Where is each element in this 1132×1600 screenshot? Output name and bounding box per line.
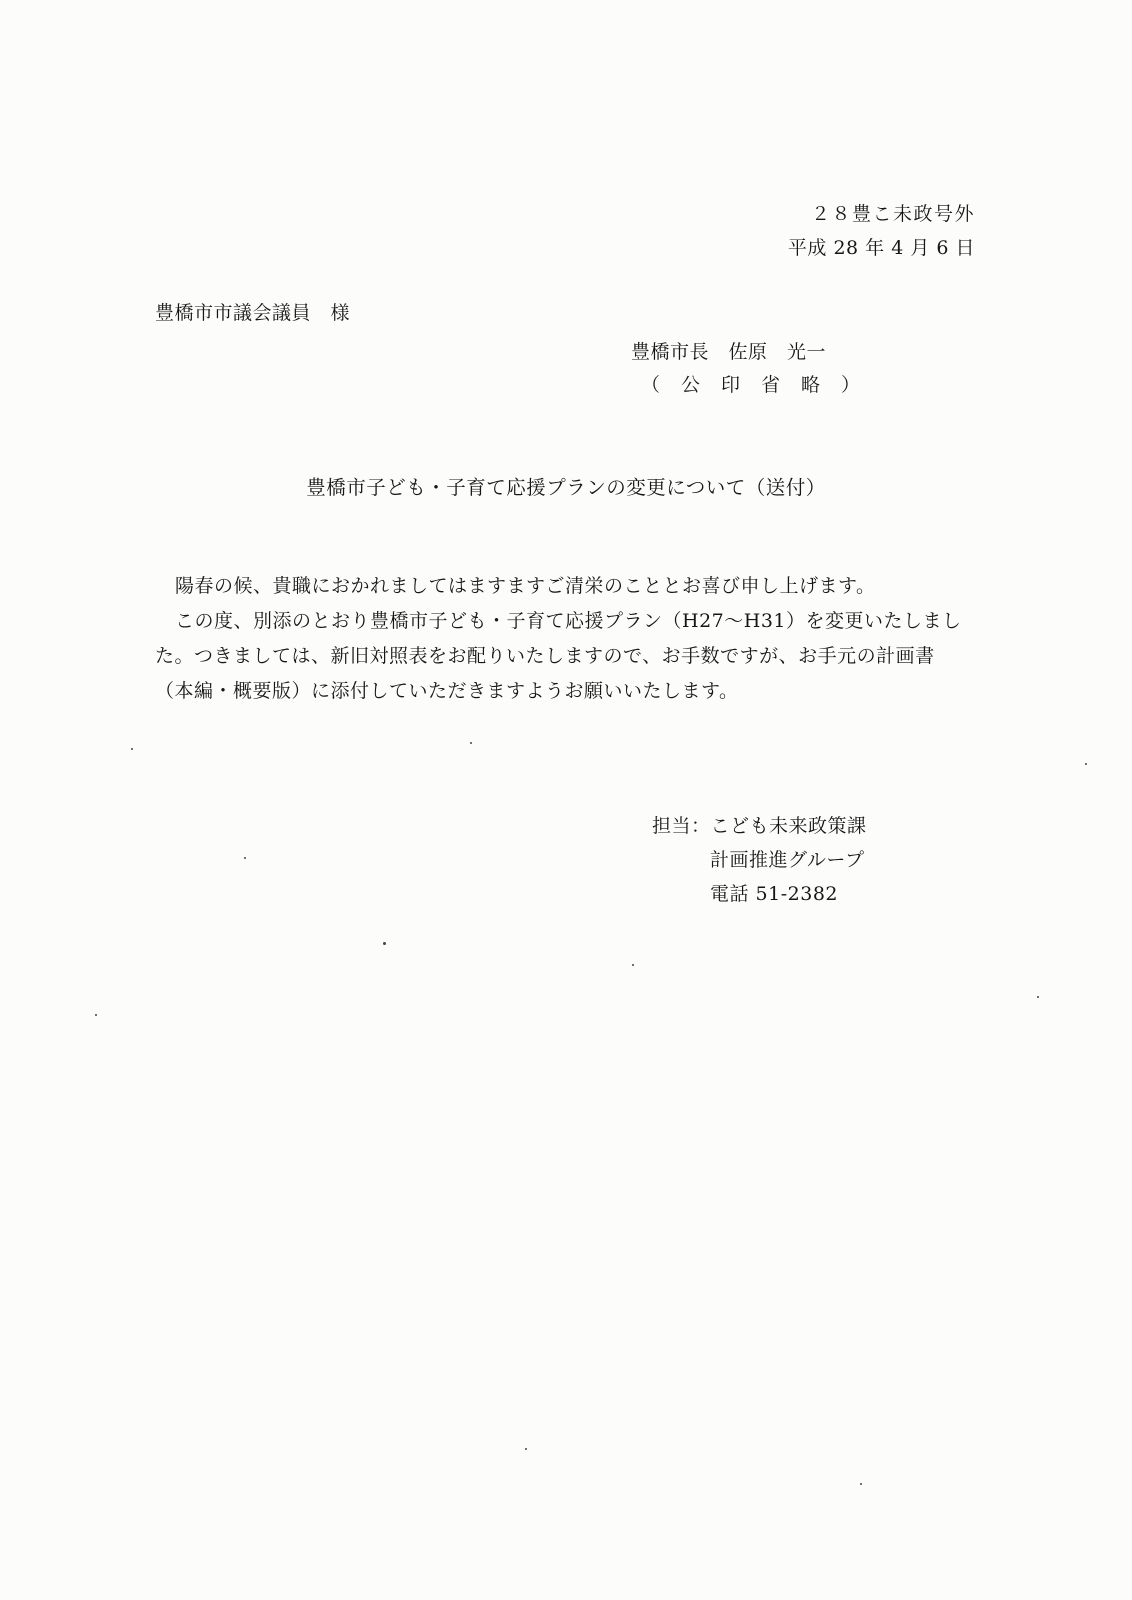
contact-phone: 電話 51-2382: [710, 883, 838, 905]
contact-group: 計画推進グループ: [710, 849, 865, 871]
scan-speck: [383, 942, 386, 945]
seal-omitted-note: （ 公 印 省 略 ）: [641, 374, 862, 396]
recipient: 豊橋市市議会議員 様: [155, 302, 351, 324]
body-line: この度、別添のとおり豊橋市子ども・子育て応援プラン（H27～H31）を変更いたしまし: [175, 610, 962, 632]
scan-speck: [632, 964, 634, 966]
scan-speck: [1085, 763, 1087, 765]
scan-speck: [244, 857, 246, 859]
scan-speck: [131, 748, 133, 750]
body-line: （本編・概要版）に添付していただきますようお願いいたします。: [155, 680, 739, 702]
contact-department: 担当：こども未来政策課: [652, 815, 867, 837]
body-line: 陽春の候、貴職におかれましてはますますご清栄のこととお喜び申し上げます。: [175, 575, 876, 597]
scan-speck: [525, 1448, 527, 1450]
scan-speck: [1037, 996, 1039, 998]
letter-title: 豊橋市子ども・子育て応援プランの変更について（送付）: [306, 476, 826, 499]
sender-name: 豊橋市長 佐原 光一: [631, 341, 827, 363]
scan-speck: [470, 742, 472, 744]
document-date: 平成 28 年 4 月 6 日: [787, 237, 975, 259]
body-line: た。つきましては、新旧対照表をお配りいたしますので、お手数ですが、お手元の計画書: [155, 645, 935, 667]
document-number: ２８豊こ未政号外: [810, 203, 975, 225]
scan-speck: [95, 1014, 97, 1016]
scan-speck: [860, 1483, 862, 1485]
